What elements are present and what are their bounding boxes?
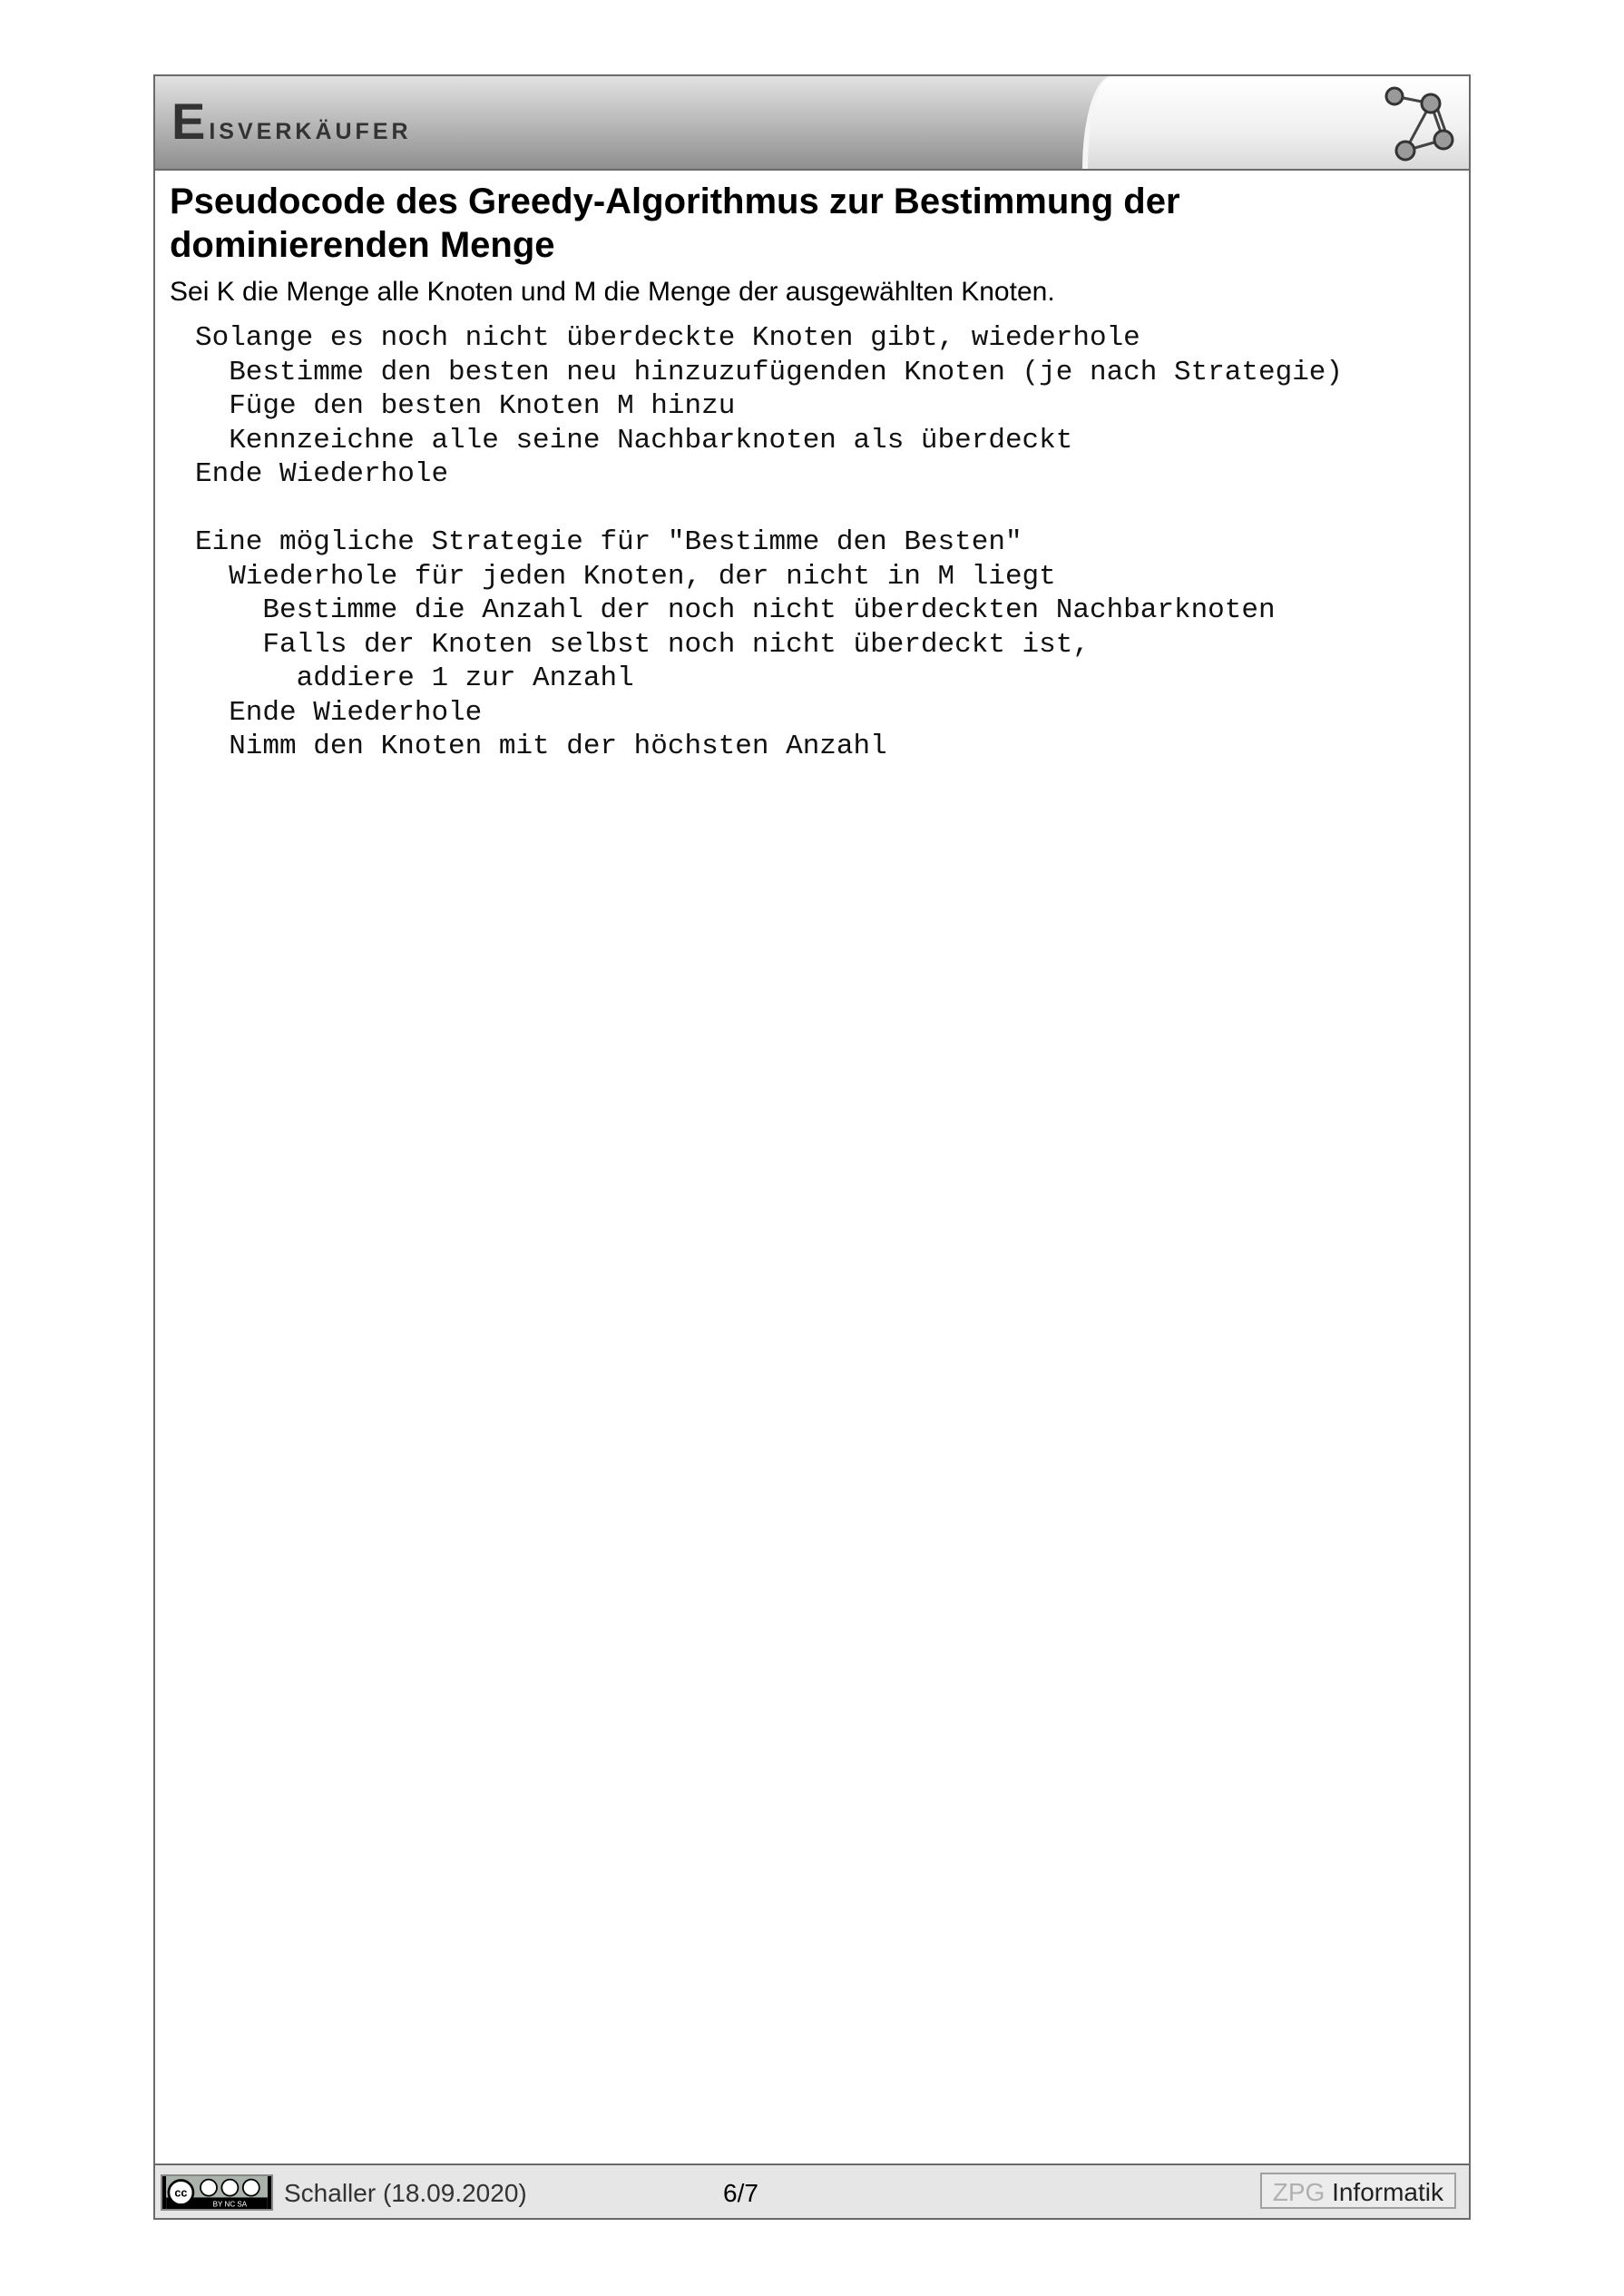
main-content: [170, 180, 1454, 764]
code-line: addiere 1 zur Anzahl: [195, 662, 634, 694]
pseudocode-block: [170, 321, 1454, 764]
brand-logo: [1260, 2173, 1456, 2209]
header-title-initial: E: [171, 93, 210, 150]
document-title: [170, 180, 1454, 267]
code-line: [195, 492, 1454, 526]
code-line: Wiederhole für jeden Knoten, der nicht in M liegt: [195, 560, 1056, 593]
header-band: [155, 76, 1469, 171]
license-text: BY NC SA: [212, 2200, 248, 2209]
code-line: Nimm den Knoten mit der höchsten Anzahl: [195, 731, 887, 762]
code-line: Kennzeichne alle seine Nachbarknoten als überdeckt: [195, 424, 1073, 456]
document-title-line: dominierenden Menge: [170, 225, 555, 265]
brand-suffix: Informatik: [1325, 2178, 1443, 2206]
page-number: 6/7: [723, 2179, 758, 2207]
intro-text: Sei K die Menge alle Knoten und M die Menge der ausgewählten Knoten.: [170, 277, 1055, 307]
page-frame: [153, 74, 1471, 2220]
code-line: Solange es noch nicht überdeckte Knoten gibt, wiederhole: [195, 322, 1140, 354]
code-line: Füge den besten Knoten M hinzu: [195, 390, 736, 422]
cc-by-nc-sa-icon: [161, 2174, 273, 2211]
svg-text:cc: cc: [174, 2186, 188, 2200]
code-line: Ende Wiederhole: [195, 458, 449, 490]
header-title-rest: isverkäufer: [209, 109, 412, 146]
code-line: Falls der Knoten selbst noch nicht überdeckt ist,: [195, 628, 1090, 661]
graph-network-icon: [1378, 83, 1460, 165]
page-header-title: [171, 94, 412, 155]
code-line: Eine mögliche Strategie für "Bestimme den Besten": [195, 526, 1022, 558]
footer-author: Schaller (18.09.2020): [284, 2179, 527, 2207]
code-line: Ende Wiederhole: [195, 696, 483, 729]
footer-bar: [155, 2164, 1469, 2218]
brand-prefix: ZPG: [1272, 2178, 1326, 2206]
document-title-line: Pseudocode des Greedy-Algorithmus zur Bestimmung der: [170, 182, 1180, 221]
code-line: Bestimme die Anzahl der noch nicht überdeckten Nachbarknoten: [195, 594, 1276, 626]
code-line: Bestimme den besten neu hinzuzufügenden Knoten (je nach Strategie): [195, 356, 1344, 388]
